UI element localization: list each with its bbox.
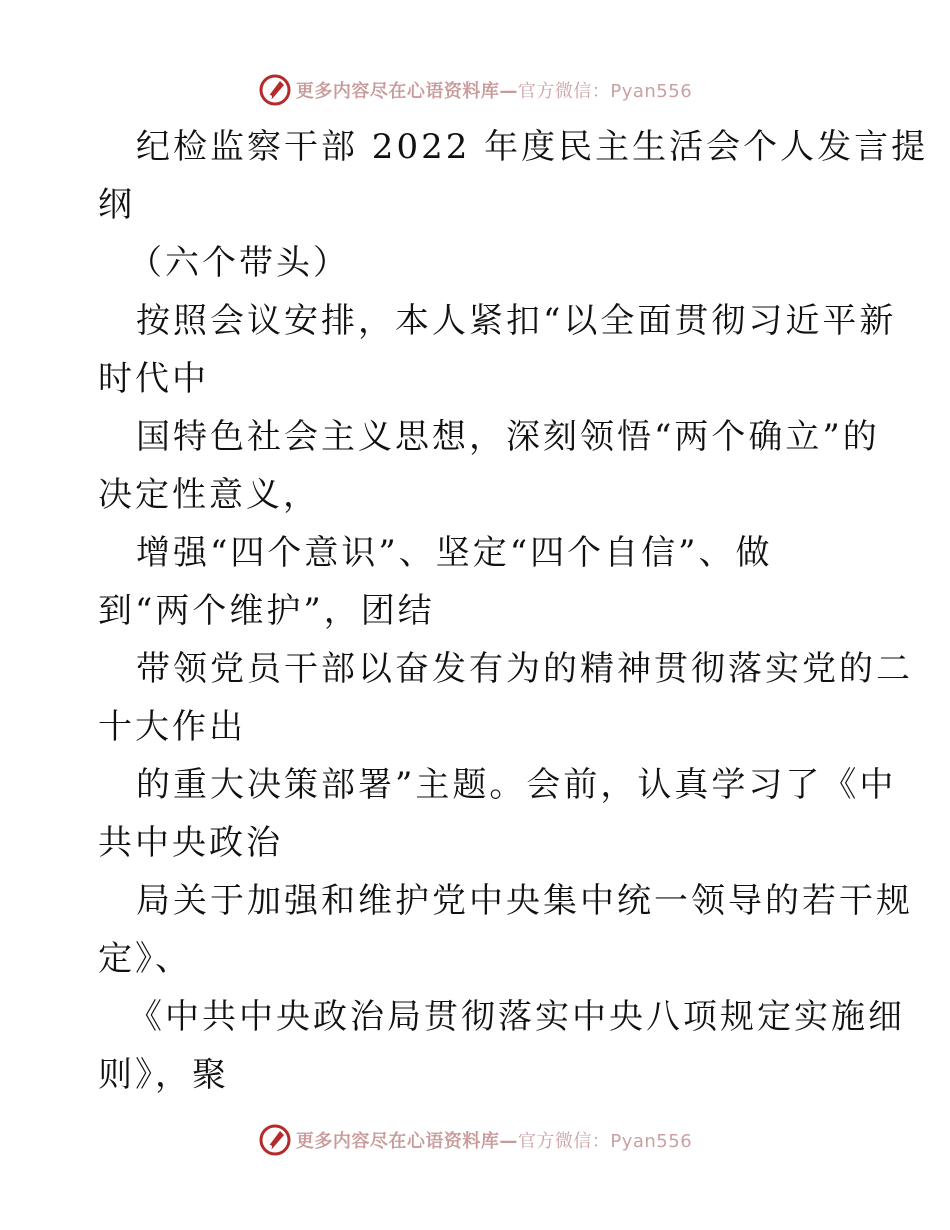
text-line: 时代中 [98, 359, 209, 399]
text-line: 到“两个维护”，团结 [98, 591, 435, 631]
text-line: 《中共中央政治局贯彻落实中央八项规定实施细 [128, 997, 905, 1037]
site-name: 更多内容尽在心语资料库 [295, 1131, 500, 1152]
pen-nib-circle-icon [258, 73, 292, 107]
wechat-label: 官方微信： [517, 81, 611, 102]
text-line: 带领党员干部以奋发有为的精神贯彻落实党的二 [136, 649, 913, 689]
footer-watermark-banner [0, 1120, 950, 1160]
separator: — [499, 1131, 518, 1152]
text-line: 局关于加强和维护党中央集中统一领导的若干规 [136, 881, 913, 921]
separator: — [499, 81, 518, 102]
document-body [98, 118, 929, 1104]
text-line: 的重大决策部署”主题。会前，认真学习了《中 [136, 765, 897, 805]
watermark-text [296, 77, 692, 103]
text-line: 决定性意义， [98, 475, 320, 515]
text-line: 纲 [98, 185, 135, 225]
pen-nib-circle-icon [258, 1123, 292, 1157]
text-line: 共中央政治 [98, 823, 283, 863]
watermark-text [296, 1127, 692, 1153]
text-line: 定》、 [98, 939, 192, 979]
header-watermark-banner [0, 70, 950, 110]
text-line: 国特色社会主义思想，深刻领悟“两个确立”的 [136, 417, 880, 457]
text-line: （六个带头） [128, 243, 350, 283]
wechat-label: 官方微信： [517, 1131, 611, 1152]
text-line: 按照会议安排，本人紧扣“以全面贯彻习近平新 [136, 301, 897, 341]
wechat-id: Pyan556 [610, 81, 693, 102]
site-name: 更多内容尽在心语资料库 [295, 81, 500, 102]
text-line: 增强“四个意识”、坚定“四个自信”、做 [136, 533, 773, 573]
text-line: 则》，聚 [98, 1055, 229, 1095]
text-line: 十大作出 [98, 707, 246, 747]
wechat-id: Pyan556 [610, 1131, 693, 1152]
text-line: 纪检监察干部 2022 年度民主生活会个人发言提 [136, 127, 929, 167]
